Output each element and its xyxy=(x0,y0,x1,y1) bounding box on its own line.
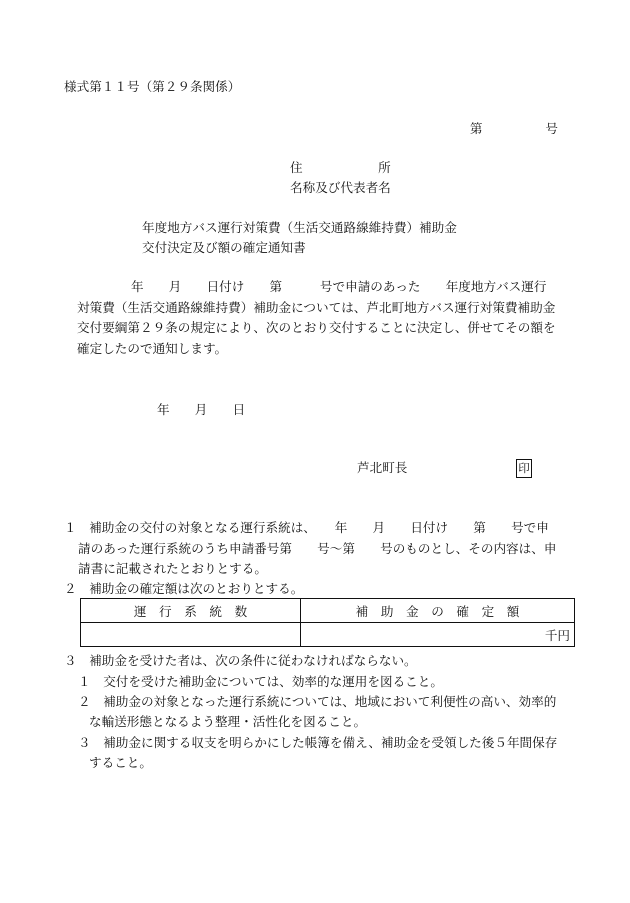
table-header-row xyxy=(81,599,575,623)
table-value-confirmed-amount: 千円 xyxy=(301,623,575,647)
table-header-confirmed-amount: 補 助 金 の 確 定 額 xyxy=(301,599,575,623)
condition-3-line-1: ３ 補助金に関する収支を明らかにした帳簿を備え、補助金を受領した後５年間保存 xyxy=(78,735,558,750)
body-line-4: 確定したので通知します。 xyxy=(77,341,228,356)
issuer-name: 芦北町長 xyxy=(357,460,408,475)
document-number-line: 第 号 xyxy=(469,121,558,136)
form-label: 様式第１１号（第２９条関係） xyxy=(64,79,241,94)
item1-line-2: 請のあった運行系統のうち申請番号第 号～第 号のものとし、その内容は、申 xyxy=(78,541,557,556)
condition-3-line-2: すること。 xyxy=(89,755,152,770)
representative-name-line: 名称及び代表者名 xyxy=(290,180,391,195)
table-header-route-count: 運 行 系 統 数 xyxy=(81,599,301,623)
table-value-route-count xyxy=(81,623,301,647)
notice-title-line2: 交付決定及び額の確定通知書 xyxy=(142,240,306,255)
table-value-row xyxy=(81,623,575,647)
amount-table xyxy=(80,598,575,647)
body-line-1: 年 月 日付け 第 号で申請のあった 年度地方バス運行 xyxy=(131,279,547,294)
address-line: 住 所 xyxy=(290,160,391,175)
item2-line: ２ 補助金の確定額は次のとおりとする。 xyxy=(64,581,304,596)
seal-stamp: 印 xyxy=(516,459,532,478)
body-line-3: 交付要綱第２９条の規定により、次のとおり交付することに決定し、併せてその額を xyxy=(77,320,556,335)
item1-line-3: 請書に記載されたとおりとする。 xyxy=(78,561,267,576)
item1-line-1: １ 補助金の交付の対象となる運行系統は、 年 月 日付け 第 号で申 xyxy=(64,520,549,535)
body-line-2: 対策費（生活交通路線維持費）補助金については、芦北町地方バス運行対策費補助金 xyxy=(77,300,556,315)
item3-line: ３ 補助金を受けた者は、次の条件に従わなければならない。 xyxy=(64,653,417,668)
condition-1: １ 交付を受けた補助金については、効率的な運用を図ること。 xyxy=(78,674,443,689)
condition-2-line-1: ２ 補助金の対象となった運行系統については、地域において利便性の高い、効率的 xyxy=(78,694,557,709)
notice-title-line1: 年度地方バス運行対策費（生活交通路線維持費）補助金 xyxy=(142,220,457,235)
issue-date-line: 年 月 日 xyxy=(157,402,246,417)
condition-2-line-2: な輸送形態となるよう整理・活性化を図ること。 xyxy=(89,714,367,729)
